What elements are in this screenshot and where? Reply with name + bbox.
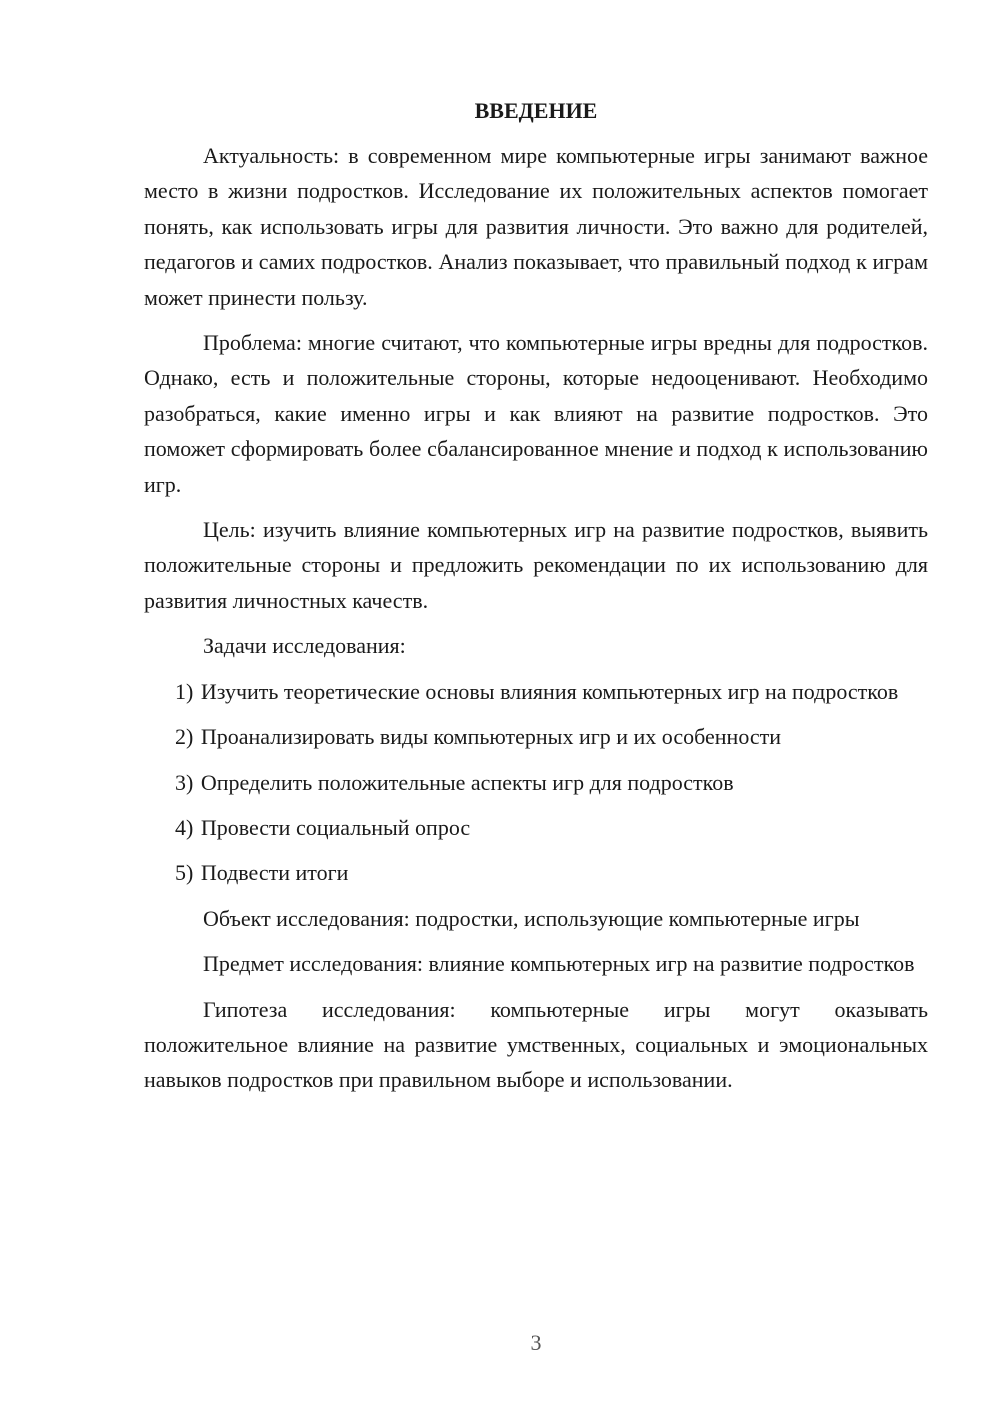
task-item-2 [144, 719, 928, 754]
task-item-5 [144, 855, 928, 890]
task-text: Подвести итоги [200, 860, 349, 886]
task-item-3 [144, 765, 928, 800]
page-number: 3 [530, 1330, 542, 1355]
task-text: Провести социальный опрос [200, 814, 471, 840]
object-paragraph: Объект исследования: подростки, использующие компьютерные игры [203, 905, 860, 931]
task-number: 3) [175, 769, 194, 795]
task-number: 2) [175, 724, 194, 750]
task-item-1 [144, 674, 928, 709]
task-text: Определить положительные аспекты игр для подростков [200, 769, 734, 795]
goal-paragraph: Цель: изучить влияние компьютерных игр на развитие подростков, выявить положительные стороны и предложить рекомендации по их использованию для развития личностных качеств. [144, 517, 928, 613]
subject-paragraph: Предмет исследования: влияние компьютерных игр на развитие подростков [203, 951, 915, 977]
task-number: 1) [175, 678, 194, 704]
task-text: Проанализировать виды компьютерных игр и их особенности [200, 724, 782, 750]
task-item-4 [144, 810, 928, 845]
page-content [144, 93, 928, 1108]
task-number: 4) [175, 814, 194, 840]
tasks-list [144, 674, 928, 891]
section-heading: ВВЕДЕНИЕ [474, 98, 598, 123]
task-text: Изучить теоретические основы влияния компьютерных игр на подростков [200, 678, 899, 704]
task-number: 5) [175, 860, 194, 886]
relevance-paragraph: Актуальность: в современном мире компьютерные игры занимают важное место в жизни подростков. Исследование их положительных аспектов помогает понять, как использовать игры для развития личности. Это важно для родителей, педагогов и самих подростков. Анализ показывает, что правильный подход к играм может принести пользу. [144, 143, 928, 310]
tasks-title: Задачи исследования: [203, 633, 406, 659]
problem-paragraph: Проблема: многие считают, что компьютерные игры вредны для подростков. Однако, есть и положительные стороны, которые недооценивают. Необходимо разобраться, какие именно игры и как влияют на развитие подростков. Это поможет сформировать более сбалансированное мнение и подход к использованию игр. [144, 330, 928, 497]
hypothesis-paragraph: Гипотеза исследования: компьютерные игры могут оказывать положительное влияние на развитие умственных, социальных и эмоциональных навыков подростков при правильном выборе и использовании. [144, 996, 928, 1093]
